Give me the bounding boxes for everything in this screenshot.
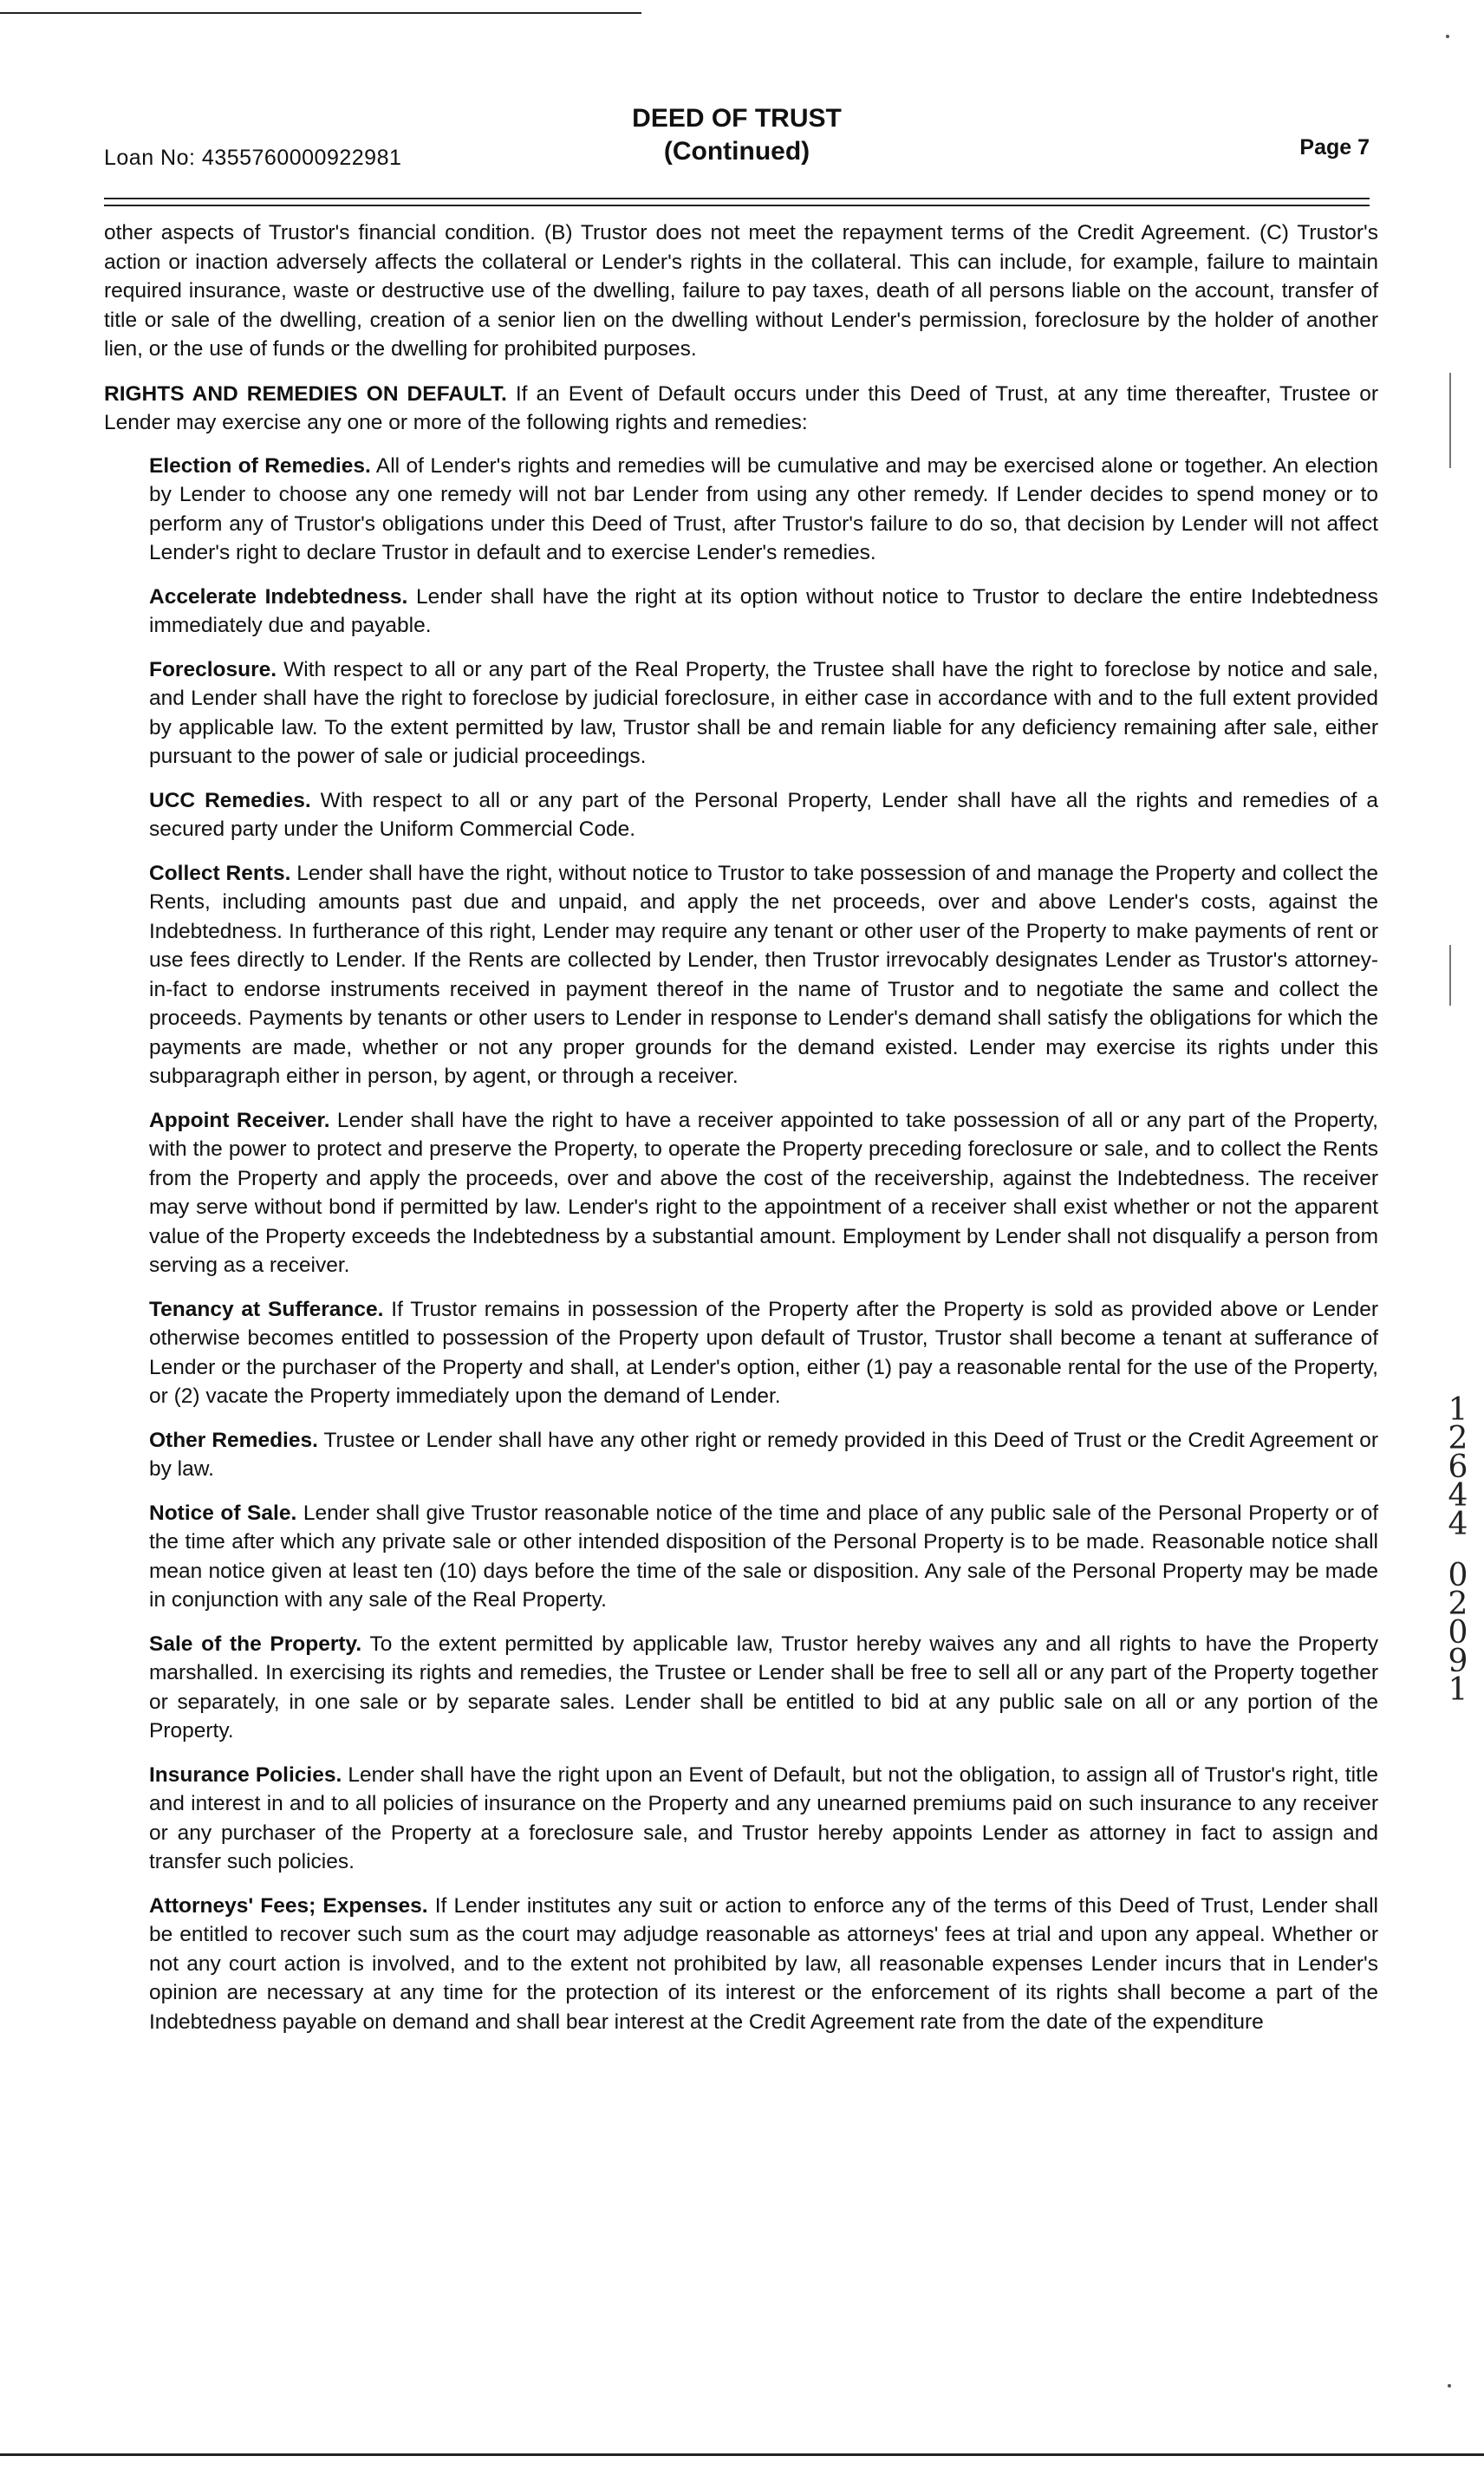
subsection-appoint-receiver — [149, 1106, 1378, 1280]
margin-recording-number — [1439, 1392, 1477, 1708]
subsection-heading: Attorneys' Fees; Expenses. — [149, 1893, 428, 1918]
stamp-digit: 4 — [1448, 1507, 1468, 1542]
bottom-edge-rule — [0, 2453, 1484, 2456]
subsection-heading: Tenancy at Sufferance. — [149, 1297, 384, 1321]
title-line-2: (Continued) — [663, 137, 810, 166]
subsection-text: Lender shall have the right to have a receiver appointed to take possession of all or any part of the Property, with the power to protect and preserve the Property, to operate the Property preceding foreclosure or sale, and to collect the Rents from the Property and apply the proceeds, over and above the cost of the receivership, against the Indebtedness. The receiver may serve without bond if permitted by law. Lender's right to the appointment of a receiver shall exist whether or not the apparent value of the Property exceeds the Indebtedness by a substantial amount. Employment by Lender shall not disqualify a person from serving as a receiver. — [149, 1108, 1378, 1277]
rights-remedies-heading: RIGHTS AND REMEDIES ON DEFAULT. — [104, 381, 507, 406]
subsection-text: Trustee or Lender shall have any other right or remedy provided in this Deed of Trust or the Credit Agreement or by law. — [149, 1428, 1378, 1481]
subsection-text: Lender shall have the right at its option without notice to Trustor to declare the entire Indebtedness immediately due and payable. — [149, 584, 1379, 637]
subsection-text: With respect to all or any part of the Real Property, the Trustee shall have the right to foreclose by notice and sale, and Lender shall have the right to foreclose by judicial foreclosure, in either case in accordance with and to the full extent provided by applicable law. To the extent permitted by law, Trustor shall be and remain liable for any deficiency remaining after sale, either pursuant to the power of sale or judicial proceedings. — [149, 657, 1378, 768]
page-header — [104, 102, 1370, 180]
loan-number: Loan No: 4355760000922981 — [104, 146, 402, 170]
stamp-digit: 9 — [1448, 1644, 1468, 1679]
subsection-accelerate-indebtedness — [149, 583, 1378, 641]
subsection-heading: Other Remedies. — [149, 1428, 318, 1452]
scan-speck — [1448, 2384, 1451, 2388]
subsection-heading: UCC Remedies. — [149, 788, 311, 812]
subsection-heading: Election of Remedies. — [149, 453, 371, 478]
remedies-list — [149, 452, 1378, 2037]
title-line-1: DEED OF TRUST — [632, 104, 842, 133]
subsection-heading: Accelerate Indebtedness. — [149, 584, 408, 609]
rights-remedies-text: If an Event of Default occurs under this Deed of Trust, at any time thereafter, Trustee or Lender may exercise any one or more of the following rights and remedies: — [104, 381, 1378, 434]
subsection-heading: Sale of the Property. — [149, 1632, 362, 1656]
intro-paragraph: other aspects of Trustor's financial condition. (B) Trustor does not meet the repayment terms of the Credit Agreement. (C) Trustor's action or inaction adversely affects the collateral or Lender's rights in the collateral. This can include, for example, failure to maintain required insurance, waste or destructive use of the dwelling, failure to pay taxes, death of all persons liable on the account, transfer of title or sale of the dwelling, creation of a senior lien on the dwelling without Lender's permission, foreclosure by the holder of another lien, or the use of funds or the dwelling for prohibited purposes. — [104, 221, 1378, 361]
subsection-attorneys-fees — [149, 1892, 1378, 2037]
subsection-heading: Appoint Receiver. — [149, 1108, 330, 1132]
subsection-heading: Collect Rents. — [149, 861, 291, 885]
subsection-heading: Insurance Policies. — [149, 1762, 342, 1787]
subsection-sale-of-property — [149, 1630, 1378, 1746]
stamp-digit: 1 — [1448, 1392, 1468, 1428]
stamp-digit: 6 — [1448, 1449, 1468, 1485]
subsection-text: With respect to all or any part of the Personal Property, Lender shall have all the rights and remedies of a secured party under the Uniform Commercial Code. — [149, 788, 1378, 841]
stamp-digit: 2 — [1448, 1421, 1468, 1456]
subsection-text: If Lender institutes any suit or action to enforce any of the terms of this Deed of Trust, Lender shall be entitled to recover such sum as the court may adjudge reasonable as attorneys' fees at trial and upon any appeal. Whether or not any court action is involved, and to the extent not prohibited by law, all reasonable expenses Lender incurs that in Lender's opinion are necessary at any time for the protection of its interest or the enforcement of its rights shall become a part of the Indebtedness payable on demand and shall bear interest at the Credit Agreement rate from the date of the expenditure — [149, 1893, 1378, 2034]
subsection-text: Lender shall have the right upon an Event of Default, but not the obligation, to assign all of Trustor's right, title and interest in and to all policies of insurance on the Property and any unearned premiums paid on such insurance to any receiver or any purchaser of the Property at a foreclosure sale, and Trustor hereby appoints Lender as attorney in fact to assign and transfer such policies. — [149, 1762, 1379, 1873]
scan-margin-mark — [1449, 373, 1451, 468]
subsection-election-of-remedies — [149, 452, 1378, 568]
document-body — [104, 218, 1378, 2051]
stamp-digit: 1 — [1448, 1672, 1468, 1708]
stamp-digit: 2 — [1448, 1586, 1468, 1622]
stamp-digit: 0 — [1448, 1558, 1468, 1593]
top-edge-rule — [0, 12, 641, 14]
document-title — [104, 102, 1370, 168]
subsection-heading: Notice of Sale. — [149, 1501, 297, 1525]
subsection-collect-rents — [149, 859, 1378, 1091]
page-number: Page 7 — [1299, 135, 1370, 160]
subsection-text: All of Lender's rights and remedies will be cumulative and may be exercised alone or together. An election by Lender to choose any one remedy will not bar Lender from using any other remedy. If Lender decides to spend money or to perform any of Trustor's obligations under this Deed of Trust, after Trustor's failure to do so, that decision by Lender will not affect Lender's right to declare Trustor in default and to exercise Lender's remedies. — [149, 453, 1378, 564]
header-double-rule — [104, 198, 1370, 206]
subsection-text: Lender shall give Trustor reasonable notice of the time and place of any public sale of the Personal Property or of the time after which any private sale or other intended disposition of the Personal Property is to be made. Reasonable notice shall mean notice given at least ten (10) days before the time of the sale or disposition. Any sale of the Personal Property may be made in conjunction with any sale of the Real Property. — [149, 1501, 1379, 1612]
subsection-ucc-remedies — [149, 786, 1378, 844]
subsection-other-remedies — [149, 1426, 1378, 1484]
subsection-notice-of-sale — [149, 1499, 1378, 1615]
subsection-insurance-policies — [149, 1761, 1378, 1877]
scan-speck — [1446, 35, 1449, 38]
scan-margin-mark — [1449, 945, 1451, 1006]
subsection-foreclosure — [149, 655, 1378, 772]
subsection-tenancy-at-sufferance — [149, 1295, 1378, 1411]
subsection-text: Lender shall have the right, without notice to Trustor to take possession of and manage the Property and collect the Rents, including amounts past due and unpaid, and apply the net proceeds, over and above Lender's costs, against the Indebtedness. In furtherance of this right, Lender may require any tenant or other user of the Property to make payments of rent or use fees directly to Lender. If the Rents are collected by Lender, then Trustor irrevocably designates Lender as Trustor's attorney-in-fact to endorse instruments received in payment thereof in the name of Trustor and to negotiate the same and collect the proceeds. Payments by tenants or other users to Lender in response to Lender's demand shall satisfy the obligations for which the payments are made, whether or not any proper grounds for the demand existed. Lender may exercise its rights under this subparagraph either in person, by agent, or through a receiver. — [149, 861, 1378, 1088]
stamp-digit: 0 — [1448, 1615, 1468, 1651]
rights-remedies-section — [104, 380, 1378, 438]
stamp-digit: 4 — [1448, 1478, 1468, 1514]
subsection-heading: Foreclosure. — [149, 657, 277, 681]
subsection-text: If Trustor remains in possession of the Property after the Property is sold as provided above or Lender otherwise becomes entitled to possession of the Property upon default of Trustor, Trustor shall become a tenant at sufferance of Lender or the purchaser of the Property and shall, at Lender's option, either (1) pay a reasonable rental for the use of the Property, or (2) vacate the Property immediately upon the demand of Lender. — [149, 1297, 1378, 1408]
subsection-text: To the extent permitted by applicable law, Trustor hereby waives any and all rights to have the Property marshalled. In exercising its rights and remedies, the Trustee or Lender shall be free to sell all or any part of the Property together or separately, in one sale or by separate sales. Lender shall be entitled to bid at any public sale on all or any portion of the Property. — [149, 1632, 1378, 1743]
